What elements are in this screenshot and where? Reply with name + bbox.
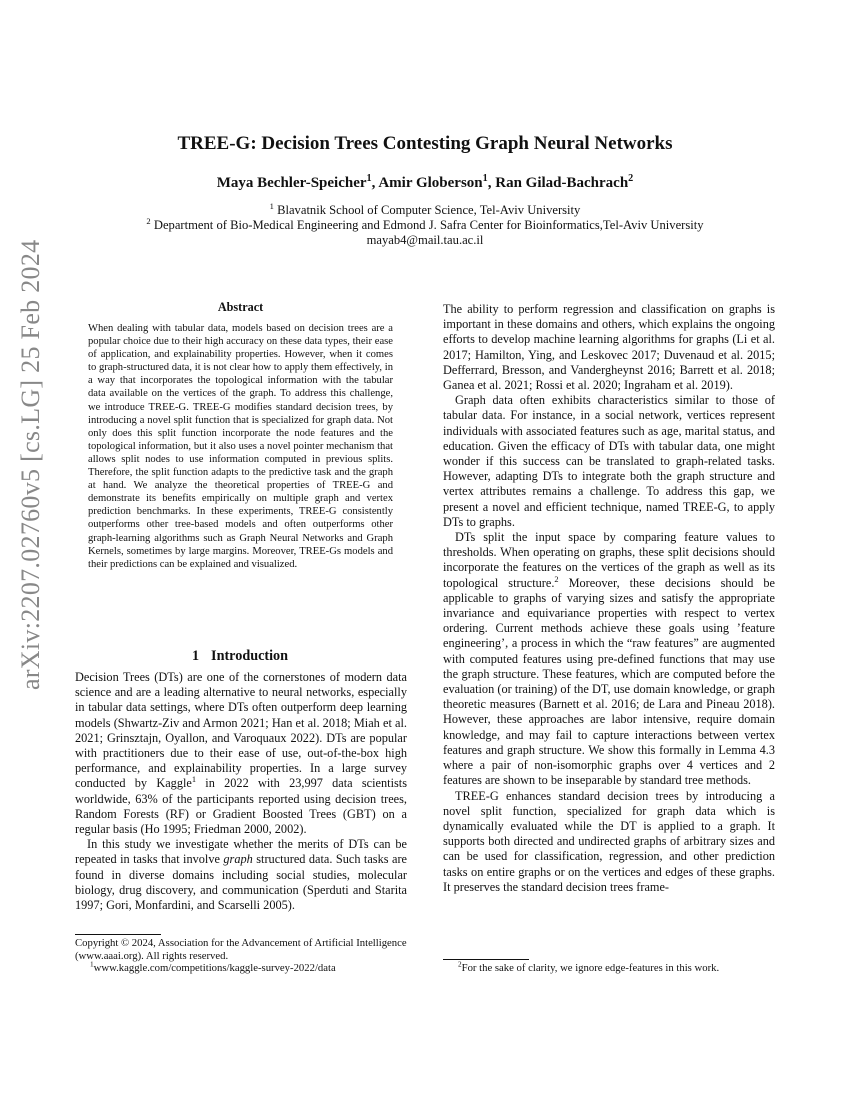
footnote-url[interactable]: www.kaggle.com/competitions/kaggle-survey-2022/data <box>93 962 336 974</box>
affiliation-text: Department of Bio-Medical Engineering and Edmond J. Safra Center for Bioinformatics,Tel-Aviv University <box>153 218 704 232</box>
left-column-body <box>75 670 407 913</box>
affiliation-mark: 1 <box>269 200 274 211</box>
author-name: Ran Gilad-Bachrach <box>495 175 629 191</box>
affiliation-1 <box>0 200 850 218</box>
paragraph: In this study we investigate whether the merits of DTs can be repeated in tasks that involve graph structured data. Such tasks are found in diverse domains including social studies, molecular biology, drug discovery, and communication (Sperduti and Starita 1997; Gori, Monfardini, and Scarselli 2005). <box>75 837 407 913</box>
footnote-mark: 2 <box>458 960 462 969</box>
abstract-heading: Abstract <box>217 300 264 314</box>
section-heading <box>75 648 405 665</box>
right-column-body <box>443 302 775 895</box>
paragraph: The ability to perform regression and classification on graphs is important in these domains and others, which explains the ongoing efforts to develop machine learning algorithms for graphs (Li et al. 2017; Hamilton, Ying, and Leskovec 2017; Duvenaud et al. 2015; Defferrard, Bresson, and Vandergheynst 2016; Barrett et al. 2018; Ganea et al. 2021; Rossi et al. 2020; Ingraham et al. 2019). <box>443 302 775 393</box>
author-affil-mark: 1 <box>366 173 372 184</box>
author-name: Maya Bechler-Speicher <box>216 175 367 191</box>
footnote-2 <box>443 962 775 975</box>
copyright-notice: Copyright © 2024, Association for the Advancement of Artificial Intelligence (www.aaai.org). All rights reserved. <box>75 937 407 962</box>
author-name: Amir Globerson <box>378 175 483 191</box>
section-number: 1 <box>191 648 200 664</box>
footnote-1 <box>75 962 407 975</box>
affiliation-text: Blavatnik School of Computer Science, Tel-Aviv University <box>277 203 581 217</box>
copyright-rule <box>75 934 161 935</box>
affiliation-2 <box>0 215 850 233</box>
footnote-text: For the sake of clarity, we ignore edge-features in this work. <box>461 962 720 974</box>
author-email[interactable]: mayab4@mail.tau.ac.il <box>366 233 484 247</box>
author-affil-mark: 1 <box>482 173 488 184</box>
arxiv-identifier: arXiv:2207.02760v5 [cs.LG] 25 Feb 2024 <box>16 239 45 690</box>
affiliation-mark: 2 <box>146 215 151 226</box>
paragraph: Graph data often exhibits characteristics similar to those of tabular data. For instance, in a social network, vertices represent individuals with associated features such as age, marital status, and education. Given the efficacy of DTs with tabular data, one might wonder if this success can be translated to graph-related tasks. However, adapting DTs to integrate both the graph structure and vertex attributes remains a challenge. To address this gap, we present a novel and efficient technique, named TREE-G, to apply DTs to graphs. <box>443 393 775 529</box>
paragraph: TREE-G enhances standard decision trees by introducing a novel split function, specialized for graph data which is dynamically evaluated while the DT is applied to a graph. It supports both directed and undirected graphs of arbitrary sizes and can be used for classification, regression, and other prediction tasks on entire graphs or on the vertices and edges of these graphs. It preserves the standard decision trees frame- <box>443 788 775 894</box>
footnote-rule <box>443 959 529 960</box>
paper-title: TREE-G: Decision Trees Contesting Graph Neural Networks <box>177 133 673 154</box>
footnote-mark: 1 <box>90 960 94 969</box>
emphasis: graph <box>223 852 253 867</box>
paragraph: DTs split the input space by comparing feature values to thresholds. When operating on graphs, these split decisions should incorporate the features on the vertices of the graph as well as its topological structure.$^2$ Moreover, these decisions should be applicable to graphs of varying sizes and satisfy the appropriate invariance and equivariance properties with respect to vertex ordering. Current methods achieve these goals using ’feature engineering’, a process in which the “raw features” are augmented with computed features using pre-defined functions that may use the graph structure. These features, which are computed before the evaluation (or training) of the DT, use domain knowledge, or graph theoretic measures (Barnett et al. 2016; de Lara and Pineau 2018). However, these approaches are labor intensive, require domain knowledge, and may fail to capture interactions between vertex features and graph structure. We show this formally in Lemma 4.3 where a pair of non-isomorphic graphs over 4 vertices and 2 features are shown to be inseparable by standard tree methods. <box>443 530 775 788</box>
footnote-ref[interactable]: 2 <box>554 574 559 584</box>
paragraph: Decision Trees (DTs) are one of the cornerstones of modern data science and are a leading alternative to neural networks, especially in tabular data settings, where DTs often outperform deep learning models (Shwartz-Ziv and Armon 2021; Han et al. 2018; Miah et al. 2021; Grinsztajn, Oyallon, and Varoquaux 2022). DTs are popular with practitioners due to their ease of use, out-of-the-box high performance, and explainability properties. In a large survey conducted by Kaggle$^1$ in 2022 with 23,997 data scientists worldwide, 63% of the participants reported using decision trees, Random Forests (RF) or Gradient Boosted Trees (GBT) on a regular basis (Ho 1995; Friedman 2000, 2002). <box>75 670 407 837</box>
footnote-ref[interactable]: 1 <box>191 775 197 785</box>
author-affil-mark: 2 <box>628 173 634 184</box>
section-title: Introduction <box>211 648 289 664</box>
abstract-text: When dealing with tabular data, models based on decision trees are a popular choice due to their high accuracy on these data types, their ease of application, and explainability properties. However, when it comes to graph-structured data, it is not clear how to apply them effectively, in a way that incorporates the topological information with the tabular data available on the vertices of the graph. To address this challenge, we introduce TREE-G. TREE-G modifies standard decision trees, by introducing a novel split function that is specialized for graph data. Not only does this split function incorporate the node features and the topological information, but it also uses a novel pointer mechanism that allows split nodes to use information computed in previous splits. Therefore, the split function adapts to the predictive task and the graph at hand. We analyze the theoretical properties of TREE-G and demonstrate its benefits empirically on multiple graph and vertex prediction benchmarks. In these experiments, TREE-G consistently outperforms other tree-based models and often outperforms other graph-learning algorithms such as Graph Neural Networks and Graph Kernels, sometimes by large margins. Moreover, TREE-Gs models and their predictions can be explained and visualized. <box>88 323 393 570</box>
author-list: Maya Bechler-Speicher$^1$, Amir Globerson$^1$, Ran Gilad-Bachrach$^2$ <box>216 173 634 191</box>
